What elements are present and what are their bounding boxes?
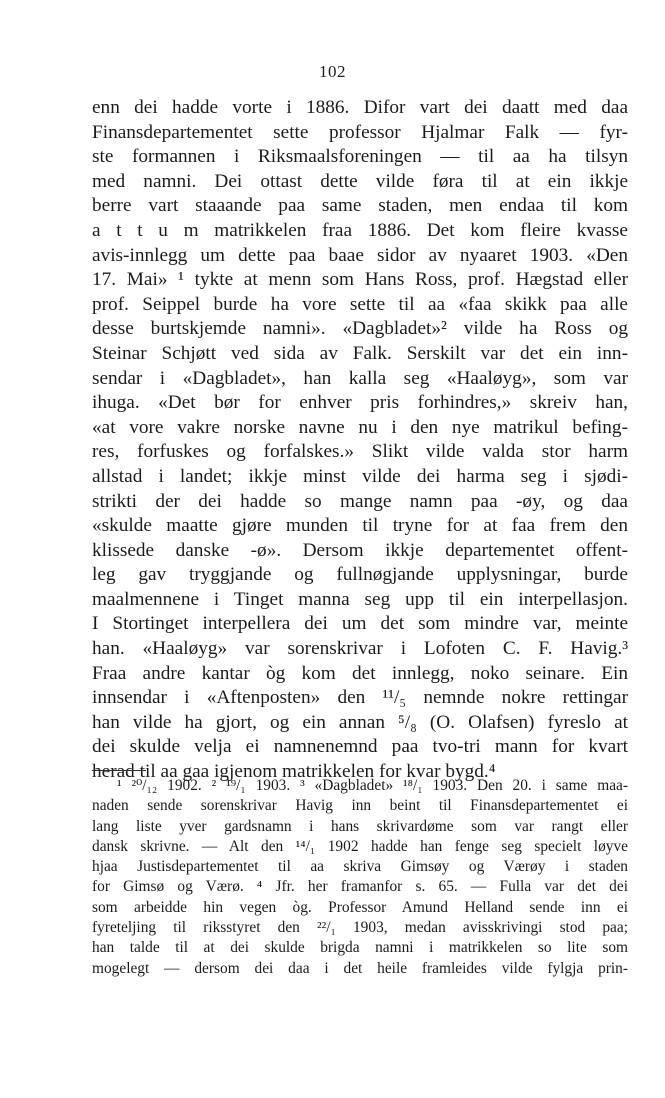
text-line: han. «Haaløyg» var sorenskrivar i Lofoten C. F. Havig.³ [92, 638, 628, 660]
text-line: med namni. Dei ottast dette vilde føra til at ein ikkje [92, 170, 628, 192]
text-line: strikti der dei hadde so mange namn paa -øy, og daa [92, 490, 628, 512]
text-line: Steinar Schjøtt ved sida av Falk. Serskilt var det ein inn- [92, 342, 628, 364]
footnote-line: mogelegt — dersom dei daa i det heile framleides vilde fylgja prin- [92, 959, 628, 977]
text-line: 17. Mai» ¹ tykte at menn som Hans Ross, prof. Hægstad eller [92, 269, 628, 291]
text-line: «skulde maatte gjøre munden til tryne for at faa frem den [92, 515, 628, 537]
text-line: maalmennene i Tinget manna seg upp til ein interpellasjon. [92, 588, 628, 610]
text-line: ste formannen i Riksmaalsforeningen — til aa ha tilsyn [92, 146, 628, 168]
text-line: Finansdepartementet sette professor Hjalmar Falk — fyr- [92, 121, 628, 143]
text-line: ihuga. «Det bør for enhver pris forhindres,» skreiv han, [92, 392, 628, 414]
footnote-line: for Gimsø og Værø. ⁴ Jfr. her framanfor s. 65. — Fulla var det dei [92, 878, 628, 896]
text-line: allstad i landet; ikkje minst vilde dei harma seg i sjødi- [92, 465, 628, 487]
text-line: innsendar i «Aftenposten» den ¹¹/₅ nemnde nokre rettingar [92, 687, 628, 709]
text-line: klissede danske -ø». Dersom ikkje departementet offent- [92, 539, 628, 561]
text-line: han vilde ha gjort, og ein annan ⁵/₈ (O. Olafsen) fyreslo at [92, 711, 628, 733]
footnote-line: lang liste yver gardsnamn i hans skrivardøme som var rangt eller [92, 817, 628, 835]
text-line: res, forfuskes og forfalskes.» Slikt vilde valda stor harm [92, 441, 628, 463]
footnote-line: som arbeidde hin vegen òg. Professor Amund Helland sende inn ei [92, 898, 628, 916]
text-line: enn dei hadde vorte i 1886. Difor vart dei daatt med daa [92, 97, 628, 118]
text-line: sendar i «Dagbladet», han kalla seg «Haaløyg», som var [92, 367, 628, 389]
text-line: Fraa andre kantar òg kom det innlegg, noko seinare. Ein [92, 662, 628, 684]
text-line: I Stortinget interpellera dei um det som mindre var, meinte [92, 613, 628, 635]
footnote-line: dansk skrivne. — Alt den ¹⁴/₁ 1902 hadde han fenge seg specielt løyve [92, 837, 628, 855]
footnote-line: han talde til at dei skulde brigda namni i matrikkelen so lite som [92, 939, 628, 957]
footnote-divider [92, 770, 146, 771]
text-line: a t t u m matrikkelen fraa 1886. Det kom fleire kvasse [92, 219, 628, 241]
main-text-block [92, 96, 628, 785]
footnote-line: hjaa Justisdepartementet til aa skriva Gimsøy og Værøy i staden [92, 858, 628, 876]
footnote-line: fyreteljing til riksstyret den ²²/₁ 1903, medan avisskrivingi stod paa; [92, 919, 628, 937]
footnote-line: naden sende sorenskrivar Havig inn beint til Finansdepartementet ei [92, 797, 628, 815]
text-line: dei skulde velja ei namnenemnd paa tvo-tri mann for kvart [92, 736, 628, 758]
footnotes-block [92, 776, 628, 979]
text-line: prof. Seippel burde ha vore sette til aa «faa skikk paa alle [92, 293, 628, 315]
text-line: leg gav tryggjande og fullnøgjande upplysningar, burde [92, 564, 628, 586]
text-line: «at vore vakre norske navne nu i den nye matrikul befing- [92, 416, 628, 438]
text-line: berre vart staaande paa same staden, men endaa til kom [92, 195, 628, 217]
footnote-line: ¹ ²⁰/₁₂ 1902. ² ¹⁹/₁ 1903. ³ «Dagbladet» ¹⁸/₁ 1903. Den 20. i same maa- [117, 777, 628, 794]
page-number: 102 [319, 62, 346, 81]
text-line: herad til aa gaa igjenom matrikkelen for kvar bygd.⁴ [92, 761, 496, 783]
text-line: desse burtskjemde namni». «Dagbladet»² vilde ha Ross og [92, 318, 628, 340]
text-line: avis-innlegg um dette paa baae sidor av nyaaret 1903. «Den [92, 244, 628, 266]
